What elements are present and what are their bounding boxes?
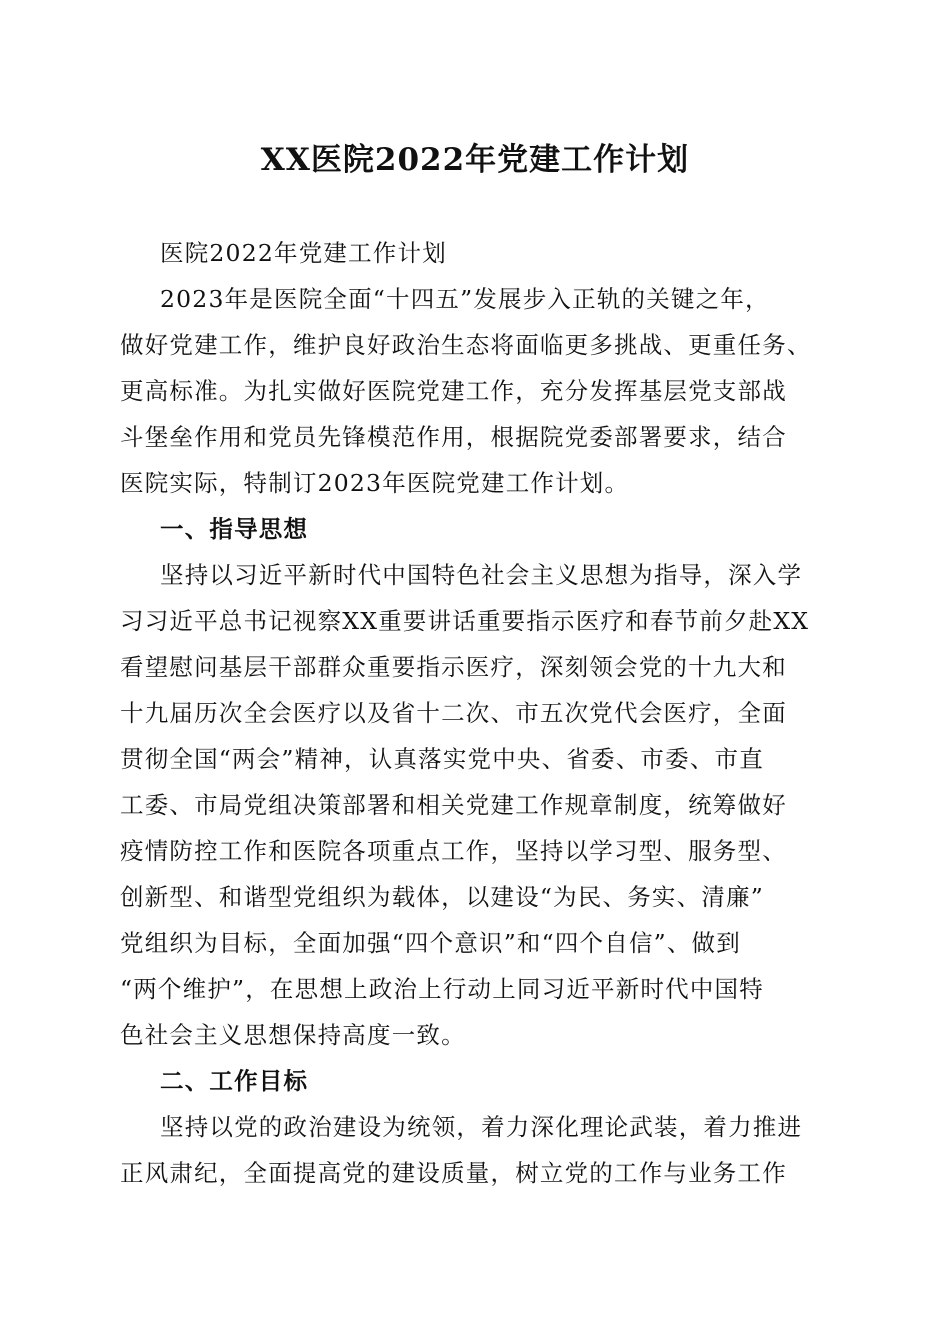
paragraph-line: 看望慰问基层干部群众重要指示医疗，深刻领会党的十九大和 — [120, 653, 787, 681]
paragraph-line: 习习近平总书记视察XX重要讲话重要指示医疗和春节前夕赴XX — [120, 607, 810, 635]
paragraph-line: 工委、市局党组决策部署和相关党建工作规章制度，统筹做好 — [120, 791, 787, 819]
section-heading-work-goals: 二、工作目标 — [160, 1067, 309, 1095]
document-title: XX医院2022年党建工作计划 — [260, 142, 690, 178]
paragraph-line: 更高标准。为扎实做好医院党建工作，充分发挥基层党支部战 — [120, 377, 787, 405]
paragraph-line: 斗堡垒作用和党员先锋模范作用，根据院党委部署要求，结合 — [120, 423, 787, 451]
paragraph-line: 做好党建工作，维护良好政治生态将面临更多挑战、更重任务、 — [120, 331, 812, 359]
paragraph-line: 医院实际，特制订2023年医院党建工作计划。 — [120, 469, 630, 497]
paragraph-line: 坚持以党的政治建设为统领，着力深化理论武装，着力推进 — [160, 1113, 803, 1141]
paragraph-line: 疫情防控工作和医院各项重点工作，坚持以学习型、服务型、 — [120, 837, 787, 865]
paragraph-line: 正风肃纪，全面提高党的建设质量，树立党的工作与业务工作 — [120, 1159, 787, 1187]
paragraph-line: 贯彻全国“两会”精神，认真落实党中央、省委、市委、市直 — [120, 745, 764, 773]
paragraph-line: 坚持以习近平新时代中国特色社会主义思想为指导，深入学 — [160, 561, 803, 589]
paragraph-line: 创新型、和谐型党组织为载体，以建设“为民、务实、清廉” — [120, 883, 764, 911]
paragraph-line: “两个维护”，在思想上政治上行动上同习近平新时代中国特 — [120, 975, 764, 1003]
document-body — [120, 230, 838, 1196]
subtitle-line: 医院2022年党建工作计划 — [160, 239, 447, 267]
section-heading-guiding-thought: 一、指导思想 — [160, 515, 309, 543]
paragraph-line: 十九届历次全会医疗以及省十二次、市五次党代会医疗，全面 — [120, 699, 787, 727]
paragraph-line: 色社会主义思想保持高度一致。 — [120, 1021, 466, 1049]
paragraph-line: 党组织为目标，全面加强“四个意识”和“四个自信”、做到 — [120, 929, 741, 957]
paragraph-line: 2023年是医院全面“十四五”发展步入正轨的关键之年， — [160, 285, 770, 313]
